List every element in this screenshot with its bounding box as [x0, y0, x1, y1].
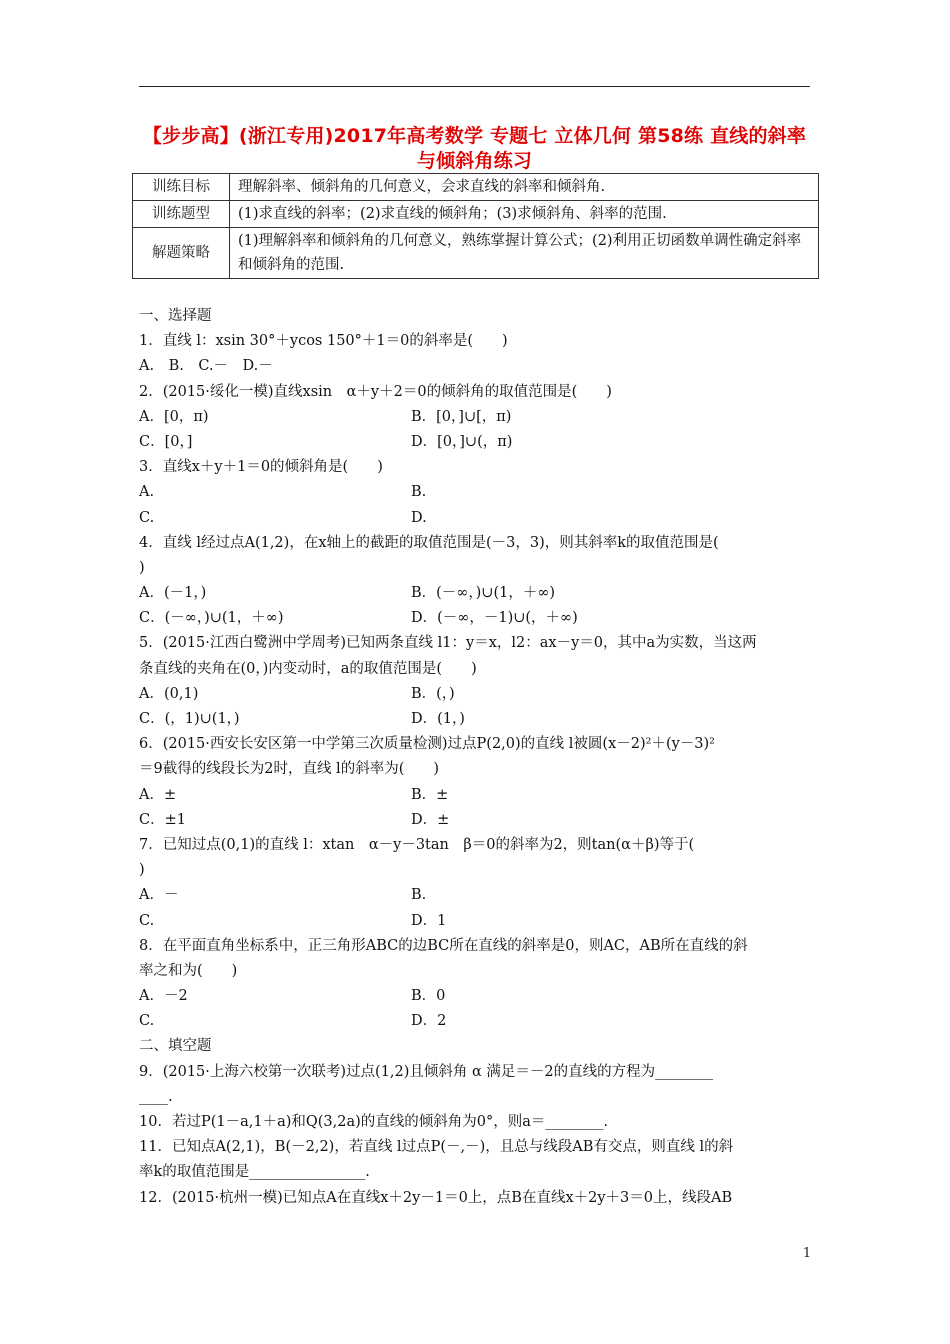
options-row [139, 783, 811, 808]
question-1-options: A. B. C.－ D.－ [139, 358, 273, 375]
table-key: 训练题型 [133, 201, 230, 228]
options-row [139, 808, 811, 833]
option-c: C. [139, 1013, 155, 1030]
section-heading: 二、填空题 [139, 1038, 212, 1055]
section-heading: 一、选择题 [139, 308, 212, 324]
option-a: A. [139, 484, 155, 501]
question-6-cont: ＝9截得的线段长为2时，直线 l的斜率为( ) [139, 761, 440, 778]
option-d: D．(－∞，－1)∪(，＋∞) [411, 610, 578, 627]
option-b: B．[0，]∪[，π) [411, 408, 512, 425]
options-row [139, 430, 811, 455]
option-d: D．[0，]∪(，π) [411, 433, 513, 450]
options-row [139, 909, 811, 934]
options-row [139, 682, 811, 707]
option-d: D. [411, 509, 427, 526]
table-row [133, 174, 819, 201]
header-rule [139, 86, 810, 87]
option-c: C. [139, 912, 155, 929]
option-d: D．2 [411, 1013, 447, 1030]
table-key: 解题策略 [133, 228, 230, 279]
option-b: B．(，) [411, 685, 455, 702]
question-8: 8．在平面直角坐标系中，正三角形ABC的边BC所在直线的斜率是0，则AC，AB所在直线的斜 [139, 937, 748, 954]
table-value: 理解斜率、倾斜角的几何意义，会求直线的斜率和倾斜角. [230, 174, 819, 201]
options-row [139, 1009, 811, 1034]
question-9: 9．(2015·上海六校第一次联考)过点(1,2)且倾斜角 α 满足＝－2的直线的方程为________ [139, 1063, 714, 1080]
page-number: 1 [802, 1246, 812, 1261]
options-row [139, 405, 811, 430]
option-a: A．－2 [139, 988, 188, 1005]
document-title: 【步步高】(浙江专用)2017年高考数学 专题七 立体几何 第58练 直线的斜率与倾斜角练习 [142, 125, 807, 172]
option-d: D．1 [411, 912, 447, 929]
question-12: 12．(2015·杭州一模)已知点A在直线x＋2y－1＝0上，点B在直线x＋2y＋3＝0上，线段AB [139, 1189, 733, 1206]
options-row [139, 506, 811, 531]
question-7-cont: ) [139, 862, 145, 879]
question-11: 11．已知点A(2,1)，B(－2,2)，若直线 l过点P(－,－)，且总与线段AB有交点，则直线 l的斜 [139, 1139, 734, 1156]
option-a: A．－ [139, 887, 179, 904]
table-value: (1)理解斜率和倾斜角的几何意义，熟练掌握计算公式；(2)利用正切函数单调性确定斜率和倾斜角的范围. [230, 228, 819, 279]
option-d: D．± [411, 811, 450, 828]
option-c: C．(，1)∪(1，) [139, 711, 240, 727]
question-2: 2．(2015·绥化一模)直线xsin α＋y＋2＝0的倾斜角的取值范围是( ) [139, 383, 612, 400]
option-b: B．± [411, 786, 449, 803]
options-row [139, 606, 811, 631]
table-key: 训练目标 [133, 174, 230, 201]
table-row [133, 228, 819, 279]
question-11-cont: 率k的取值范围是________________. [139, 1164, 370, 1181]
option-b: B．(－∞，)∪(1，＋∞) [411, 585, 556, 602]
question-10: 10．若过P(1－a,1＋a)和Q(3,2a)的直线的倾斜角为0°，则a＝________. [139, 1114, 609, 1130]
options-row [139, 707, 811, 732]
option-b: B. [411, 484, 427, 501]
option-d: D．(1，) [411, 711, 465, 727]
question-4: 4．直线 l经过点A(1,2)，在x轴上的截距的取值范围是(－3，3)，则其斜率k的取值范围是( [139, 534, 719, 551]
option-b: B. [411, 887, 427, 904]
options-row [139, 883, 811, 908]
question-4-cont: ) [139, 559, 145, 576]
question-8-cont: 率之和为( ) [139, 962, 238, 979]
option-c: C. [139, 509, 155, 526]
option-a: A．[0，π) [139, 408, 209, 425]
option-b: B．0 [411, 988, 446, 1005]
option-a: A．(0,1) [139, 685, 199, 702]
question-7: 7．已知过点(0,1)的直线 l：xtan α－y－3tan β＝0的斜率为2，则tan(α＋β)等于( [139, 836, 695, 853]
question-6: 6．(2015·西安长安区第一中学第三次质量检测)过点P(2,0)的直线 l被圆(x－2)²＋(y－3)² [139, 736, 715, 753]
question-1: 1．直线 l：xsin 30°＋ycos 150°＋1＝0的斜率是( ) [139, 333, 508, 350]
options-row [139, 581, 811, 606]
option-a: A．± [139, 786, 177, 803]
question-3: 3．直线x＋y＋1＝0的倾斜角是( ) [139, 459, 383, 476]
option-c: C．±1 [139, 811, 186, 828]
options-row [139, 984, 811, 1009]
option-a: A．(－1，) [139, 585, 207, 602]
exercise-body [139, 304, 811, 1211]
question-5: 5．(2015·江西白鹭洲中学周考)已知两条直线 l1：y＝x，l2：ax－y＝0，其中a为实数，当这两 [139, 635, 757, 652]
option-c: C．(－∞，)∪(1，＋∞) [139, 610, 284, 627]
question-9-cont: ____. [139, 1088, 173, 1105]
question-5-cont: 条直线的夹角在(0，)内变动时，a的取值范围是( ) [139, 660, 477, 677]
options-row [139, 480, 811, 505]
table-value: (1)求直线的斜率；(2)求直线的倾斜角；(3)求倾斜角、斜率的范围. [230, 201, 819, 228]
table-row [133, 201, 819, 228]
option-c: C．[0，] [139, 433, 193, 450]
training-goals-table [132, 173, 819, 279]
